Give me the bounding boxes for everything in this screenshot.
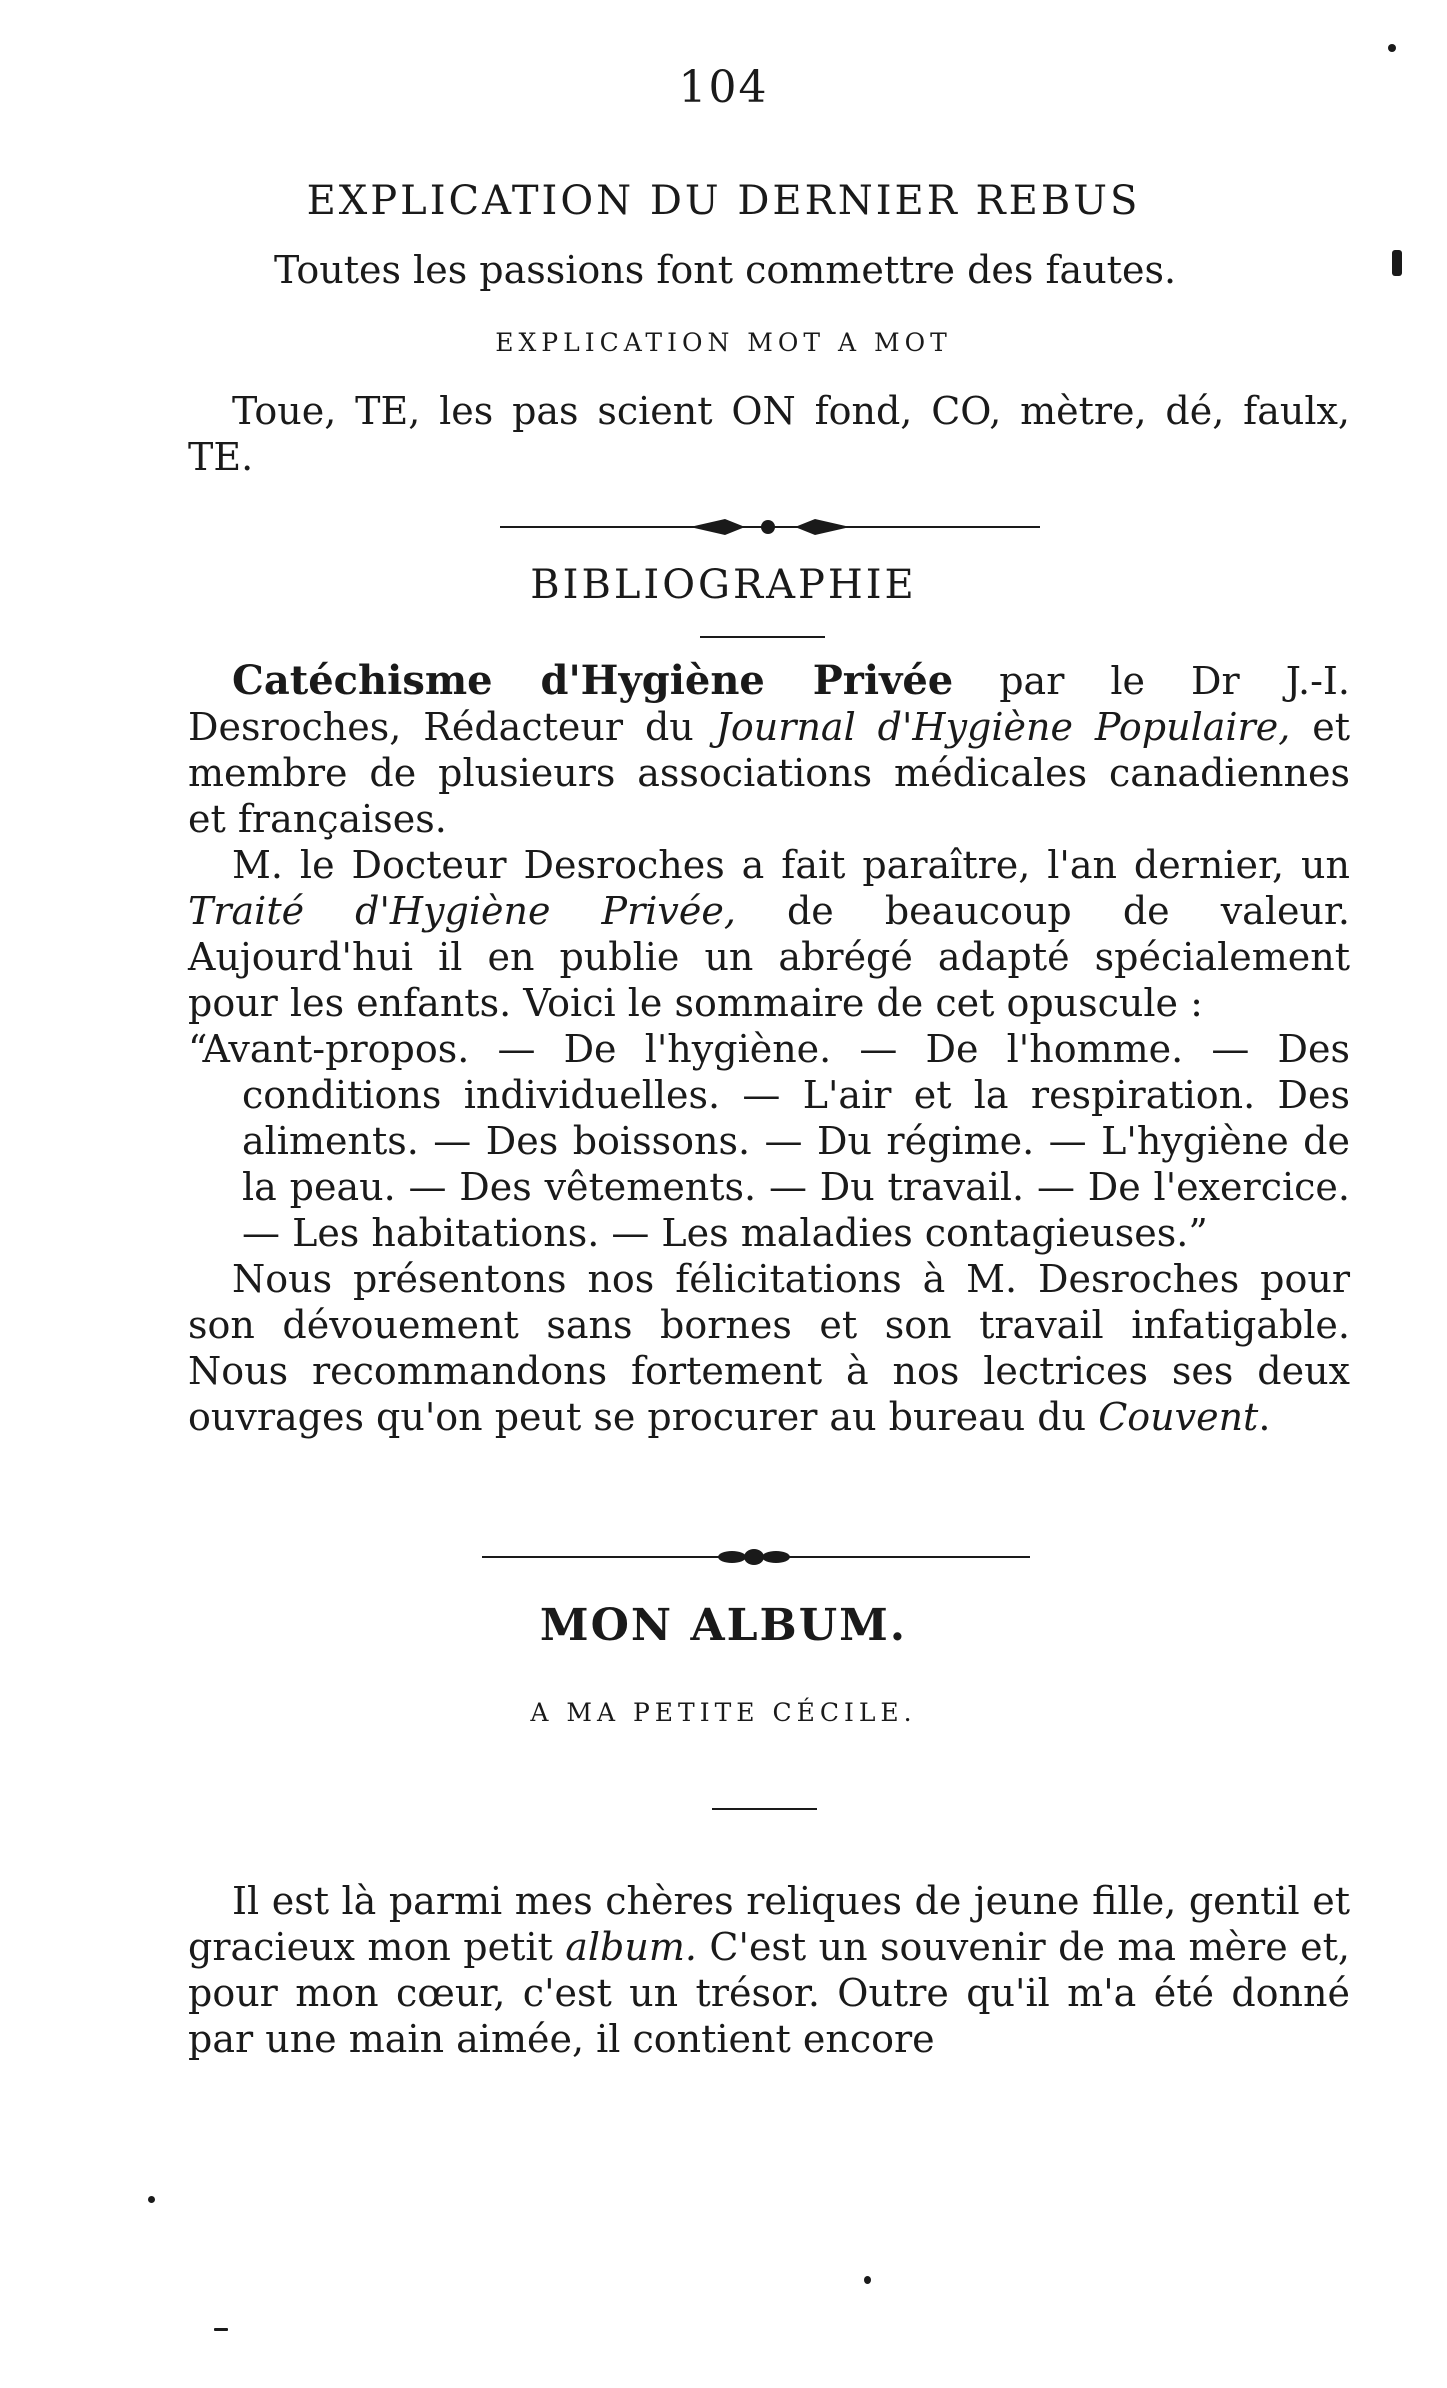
bibliographie-body: [188, 658, 1350, 1440]
short-rule-2: [712, 1808, 817, 1810]
print-speck: [1392, 250, 1402, 276]
print-speck: [864, 2276, 871, 2284]
couvent-title: Couvent: [1098, 1395, 1259, 1439]
album-body: [188, 1878, 1350, 2062]
book-review-intro: Catéchisme d'Hygiène Privée par le Dr J.-I. Desroches, Rédacteur du Journal d'Hygiène Populaire, et membre de plusieurs associations médicales canadiennes et françaises.: [188, 657, 1350, 841]
rebus-answer: Toutes les passions font commettre des fautes.: [273, 248, 1177, 292]
print-speck: [1388, 44, 1396, 52]
book-review-closing: Nous présentons nos félicitations à M. Desroches pour son dévouement sans bornes et son travail infatigable. Nous recommandons fortement à nos lectrices ses deux ouvrages qu'on peut se procurer au bureau du Couvent.: [188, 1257, 1350, 1439]
page-number: 104: [678, 62, 769, 113]
book-review-paragraph: M. le Docteur Desroches a fait paraître, l'an dernier, un Traité d'Hygiène Privée, de beaucoup de valeur. Aujourd'hui il en publie un abrégé adapté spécialement pour les enfants. Voici le sommaire de cet opuscule :: [188, 843, 1351, 1025]
ornament-divider: [500, 513, 1040, 541]
print-speck: [214, 2328, 228, 2331]
ornament-divider-2: [482, 1545, 1030, 1569]
album-paragraph: Il est là parmi mes chères reliques de jeune fille, gentil et gracieux mon petit album. C'est un souvenir de ma mère et, pour mon cœur, c'est un trésor. Outre qu'il m'a été donné par une main aimée, il contient encore: [188, 1879, 1350, 2061]
traite-title: Traité d'Hygiène Privée,: [188, 889, 736, 933]
bibliographie-title: BIBLIOGRAPHIE: [530, 562, 917, 608]
rebus-subtitle: EXPLICATION MOT A MOT: [495, 328, 952, 357]
short-rule: [700, 636, 825, 638]
journal-title: Journal d'Hygiène Populaire,: [715, 705, 1291, 749]
rebus-explanation-text: Toue, TE, les pas scient ON fond, CO, mètre, dé, faulx, TE.: [188, 389, 1350, 479]
rebus-word-by-word: [188, 388, 1350, 480]
album-title: MON ALBUM.: [539, 1600, 908, 1651]
album-word: album.: [565, 1925, 697, 1969]
album-dedication: A MA PETITE CÉCILE.: [530, 1698, 917, 1727]
rebus-title: EXPLICATION DU DERNIER REBUS: [306, 178, 1141, 224]
summary-list: “Avant-propos. — De l'hygiène. — De l'homme. — Des conditions individuelles. — L'air et la respiration. Des aliments. — Des boissons. — Du régime. — L'hygiène de la peau. — Des vêtements. — Du travail. — De l'exercice. — Les habitations. — Les maladies contagieuses.”: [188, 1027, 1350, 1255]
book-title: Catéchisme d'Hygiène Privée: [232, 657, 954, 704]
print-speck: [148, 2196, 155, 2203]
